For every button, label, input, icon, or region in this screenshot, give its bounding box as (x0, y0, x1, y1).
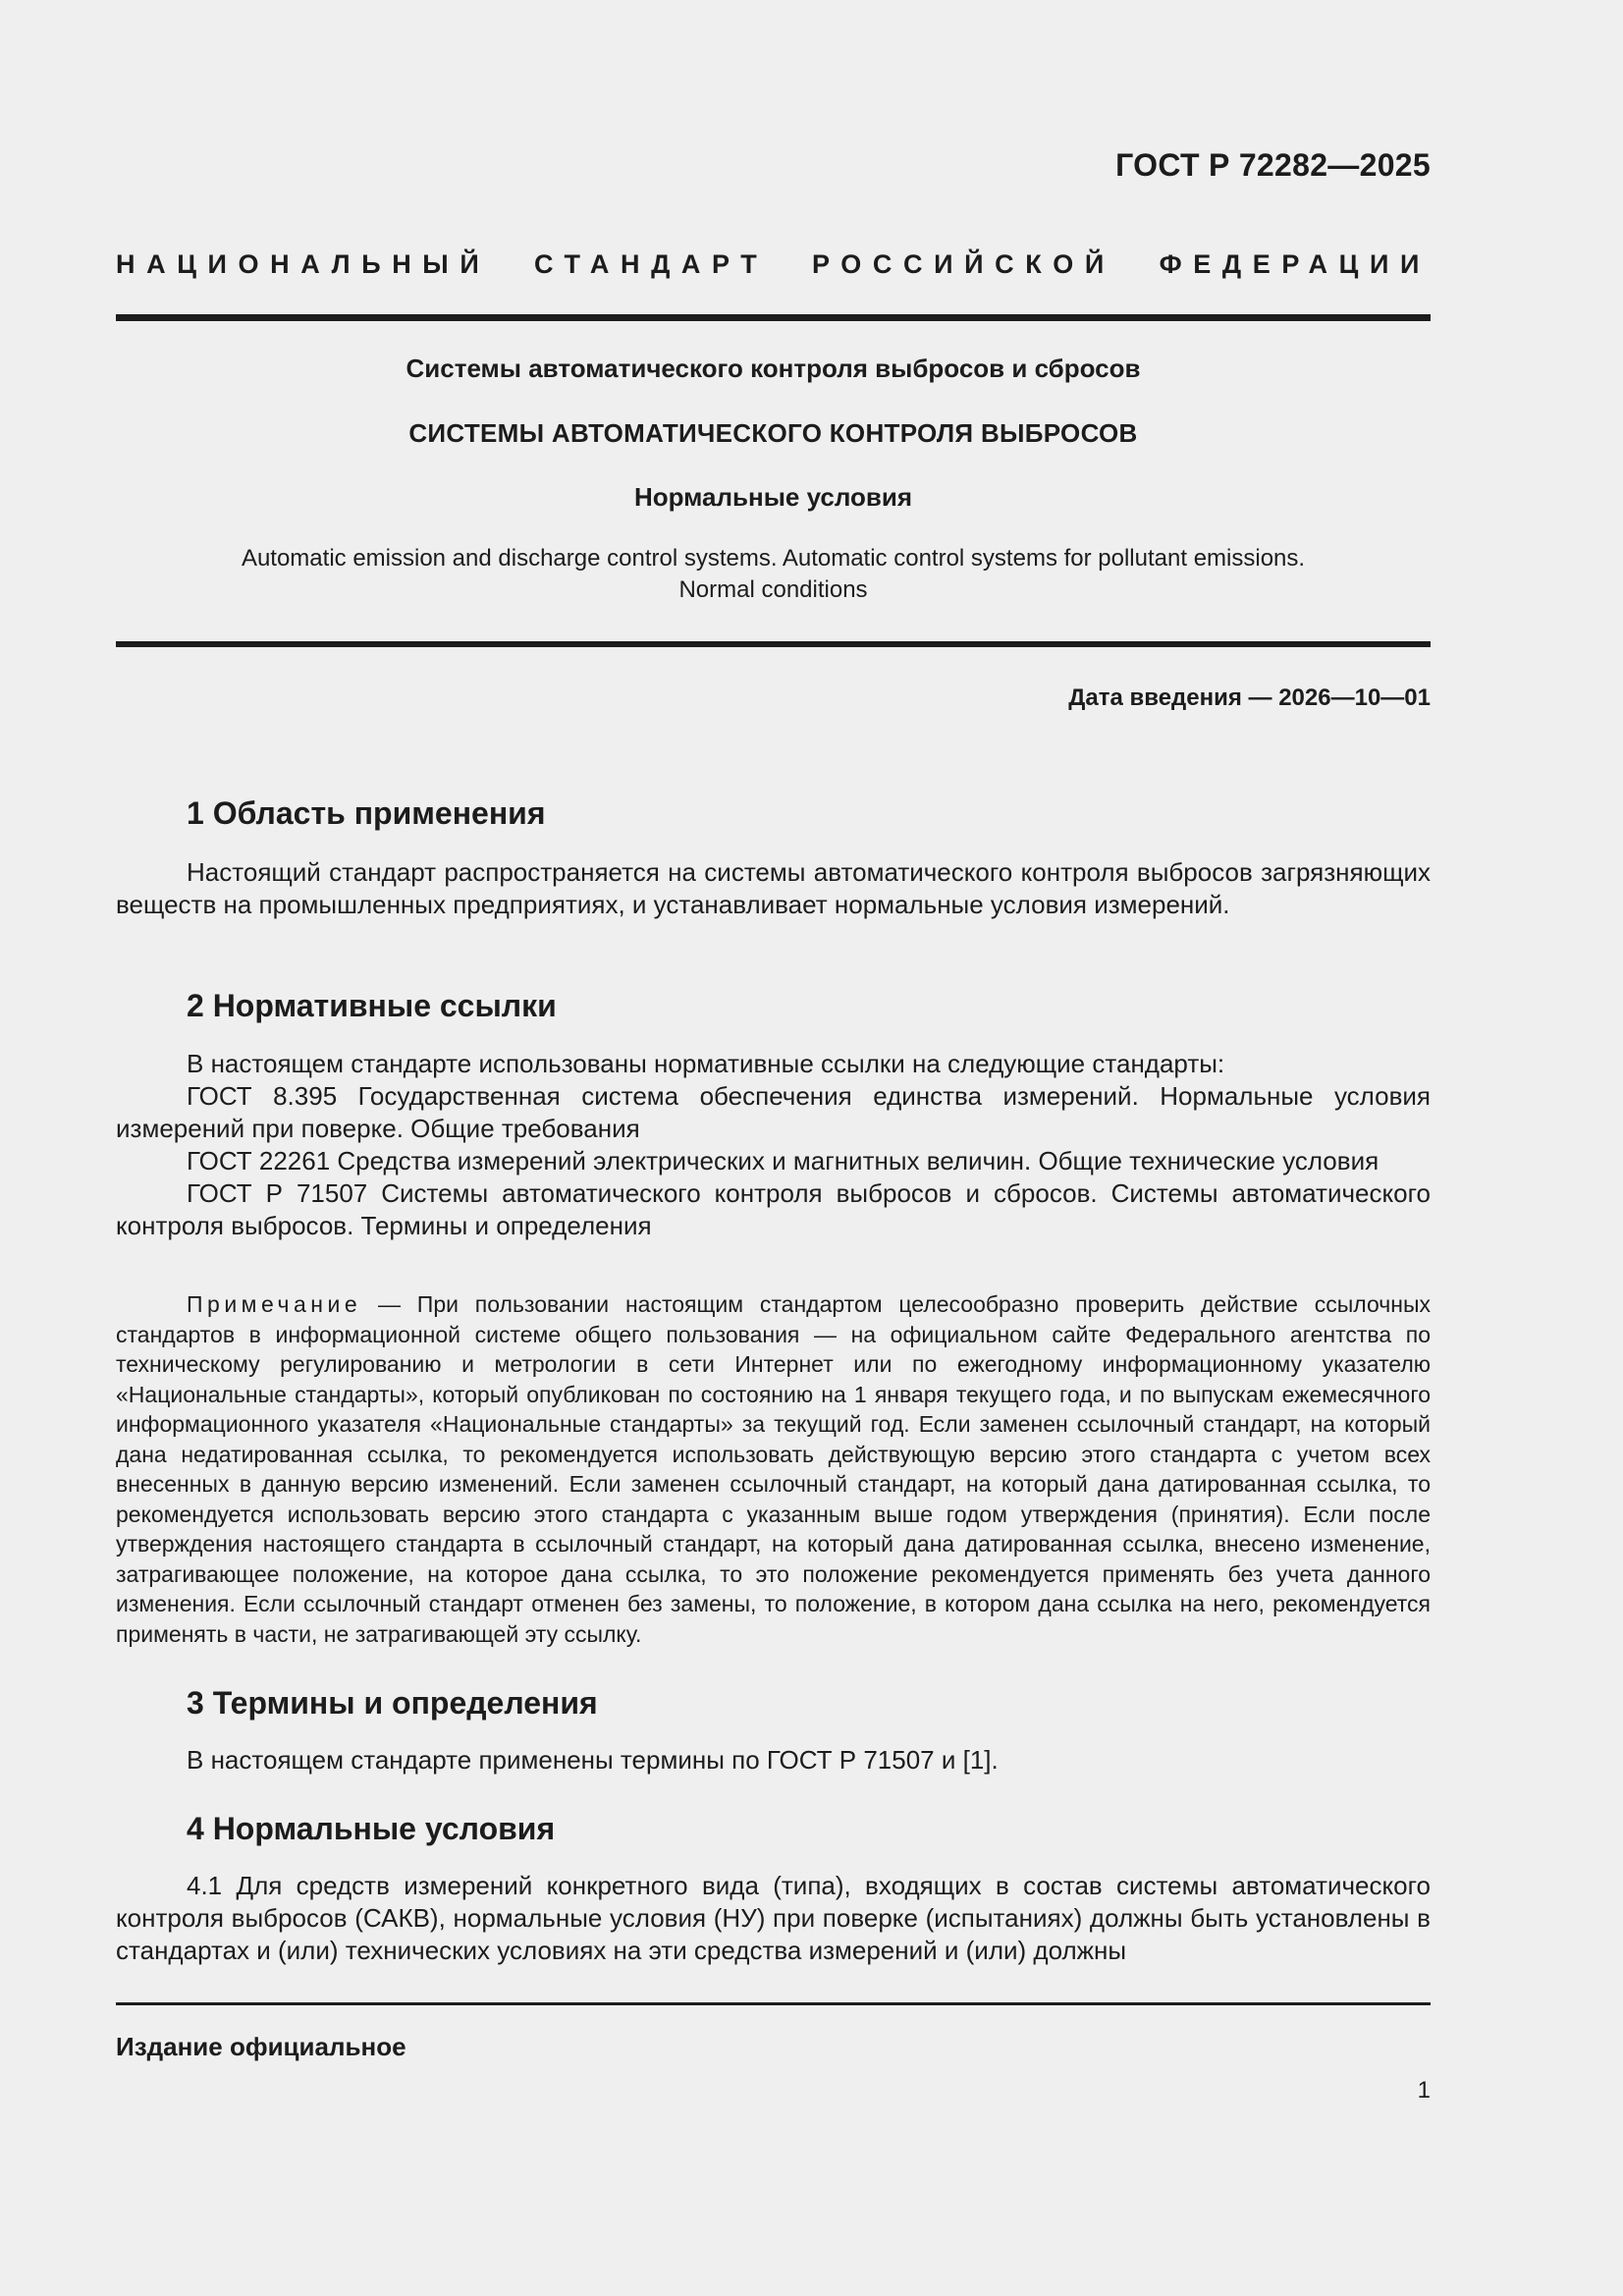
note-label: Примечание (187, 1291, 362, 1317)
title-english (116, 543, 1431, 606)
section-2-title: 2 Нормативные ссылки (187, 988, 557, 1023)
section-4-text: 4.1 Для средств измерений конкретного вида (типа), входящих в состав системы автоматического контроля выбросов (САКВ), нормальные условия (НУ) при поверке (испытаниях) должны быть установлены в стандартах и (или) технических условиях на эти средства измерений и (или) должны (116, 1871, 1431, 1965)
section-4-title: 4 Нормальные условия (187, 1811, 556, 1846)
section-1-text: Настоящий стандарт распространяется на системы автоматического контроля выбросов загрязняющих веществ на промышленных предприятиях, и устанавливает нормальные условия измерений. (116, 857, 1431, 919)
title-english-line-1: Automatic emission and discharge control systems. Automatic control systems for pollutant emissions. (241, 545, 1306, 572)
section-2-references (116, 1048, 1431, 1242)
section-3-text: В настоящем стандарте применены термины по ГОСТ Р 71507 и [1]. (187, 1745, 999, 1775)
title-sub: Нормальные условия (633, 482, 913, 512)
introduction-date: Дата введения — 2026—10—01 (1068, 684, 1431, 711)
standard-header: НАЦИОНАЛЬНЫЙ СТАНДАРТ РОССИЙСКОЙ ФЕДЕРАЦИИ (116, 249, 1431, 279)
section-2-note (116, 1289, 1431, 1649)
document-code: ГОСТ Р 72282—2025 (1115, 147, 1431, 183)
section-2-intro: В настоящем стандарте использованы нормативные ссылки на следующие стандарты: (187, 1049, 1225, 1078)
title-english-line-2: Normal conditions (678, 576, 868, 603)
title-divider (116, 641, 1431, 647)
edition-label: Издание официальное (116, 2032, 406, 2061)
reference-item: ГОСТ 22261 Средства измерений электрических и магнитных величин. Общие технические условия (187, 1146, 1380, 1175)
footer-divider (116, 2002, 1431, 2005)
section-1-title: 1 Область применения (187, 795, 546, 831)
reference-item: ГОСТ Р 71507 Системы автоматического контроля выбросов и сбросов. Системы автоматического контроля выбросов. Термины и определения (116, 1178, 1431, 1240)
title-group: Системы автоматического контроля выбросов и сбросов (406, 354, 1141, 383)
section-3-title: 3 Термины и определения (187, 1685, 598, 1721)
title-main: СИСТЕМЫ АВТОМАТИЧЕСКОГО КОНТРОЛЯ ВЫБРОСОВ (408, 418, 1138, 448)
header-divider (116, 314, 1431, 321)
reference-item: ГОСТ 8.395 Государственная система обеспечения единства измерений. Нормальные условия измерений при поверке. Общие требования (116, 1081, 1431, 1143)
page-number: 1 (1417, 2077, 1431, 2104)
note-text: — При пользовании настоящим стандартом целесообразно проверить действие ссылочных стандартов в информационной системе общего пользования — на официальном сайте Федерального агентства по техническому регулированию и метрологии в сети Интернет или по ежегодному информационному указателю «Национальные стандарты», который опубликован по состоянию на 1 января текущего года, и по выпускам ежемесячного информационного указателя «Национальные стандарты» за текущий год. Если заменен ссылочный стандарт, на который дана недатированная ссылка, то рекомендуется использовать действующую версию этого стандарта с учетом всех внесенных в данную версию изменений. Если заменен ссылочный стандарт, на который дана датированная ссылка, то рекомендуется использовать версию этого стандарта с указанным выше годом утверждения (принятия). Если после утверждения настоящего стандарта в ссылочный стандарт, на который дана датированная ссылка, внесено изменение, затрагивающее положение, на которое дана ссылка, то это положение рекомендуется применять без учета данного изменения. Если ссылочный стандарт отменен без замены, то положение, в котором дана ссылка на него, рекомендуется применять в части, не затрагивающей эту ссылку. (116, 1291, 1431, 1647)
